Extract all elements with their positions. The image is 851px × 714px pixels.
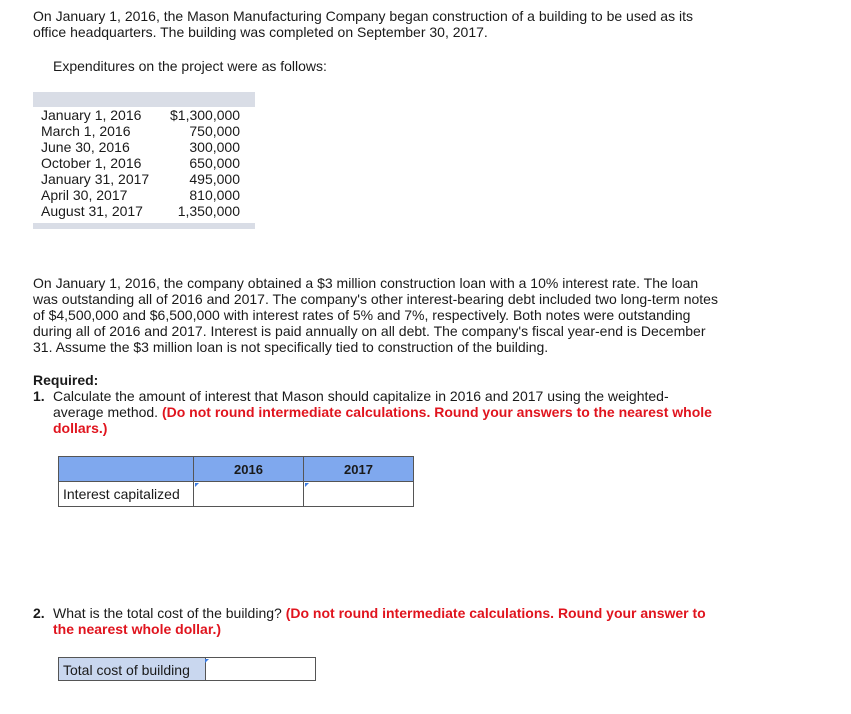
expenditure-amount: 300,000 [189,139,240,155]
expenditure-amount: 1,350,000 [177,203,240,219]
table-row [33,107,255,123]
total-cost-input[interactable] [206,658,315,680]
table-row [33,123,255,139]
loan-paragraph: On January 1, 2016, the company obtained a $3 million construction loan with a 10% interest rate. The loan was outstanding all of 2016 and 2017. The company's other interest-bearing debt included two long-term notes of $4,500,000 and $6,500,000 with interest rates of 5% and 7%, respectively. Both notes were outstanding during all of 2016 and 2017. Interest is paid annually on all debt. The company's fiscal year-end is December 31. Assume the $3 million loan is not specifically tied to construction of the building. [33,275,718,355]
expenditure-amount: 810,000 [189,187,240,203]
question-1-number: 1. [33,388,45,404]
table-top-band [33,92,255,107]
answer-cell-2016 [194,482,304,507]
answer-marker-icon [305,483,309,487]
expenditure-amount: 750,000 [189,123,240,139]
question-2-prompt: What is the total cost of the building? [53,605,282,621]
answer-marker-icon [195,483,199,487]
expenditure-date: October 1, 2016 [41,155,142,171]
interest-2017-input[interactable] [304,483,413,505]
expenditure-date: April 30, 2017 [41,187,128,203]
question-2-number: 2. [33,605,45,621]
interest-capitalized-table [58,456,414,507]
expenditure-date: June 30, 2016 [41,139,130,155]
question-1-text [53,388,713,436]
intro-paragraph: On January 1, 2016, the Mason Manufacturing Company began construction of a building to be used as its office headquarters. The building was completed on September 30, 2017. [33,8,693,40]
total-cost-cell [206,657,316,681]
question-1-prompt: Calculate the amount of interest that Mason should capitalize in 2016 and 2017 using the weighted-average method. [53,388,669,420]
table-header-blank [59,457,194,482]
header-2017: 2017 [304,457,414,482]
total-cost-label: Total cost of building [58,657,206,681]
question-1-note: (Do not round intermediate calculations. Round your answers to the nearest whole dollars.) [53,404,712,436]
expenditure-amount: 495,000 [189,171,240,187]
expenditure-amount: $1,300,000 [170,107,241,123]
question-2-note: (Do not round intermediate calculations. Round your answer to the nearest whole dollar.) [53,605,706,637]
header-2016: 2016 [194,457,304,482]
answer-marker-icon [205,659,209,663]
total-cost-row [58,657,316,681]
answer-cell-2017 [304,482,414,507]
interest-2016-input[interactable] [194,483,303,505]
question-2-text [53,605,713,637]
expenditure-date: March 1, 2016 [41,123,131,139]
expenditure-date: January 1, 2016 [41,107,142,123]
expenditure-amount: 650,000 [189,155,240,171]
expenditure-date: January 31, 2017 [41,171,150,187]
expenditures-heading: Expenditures on the project were as follows: [53,58,327,74]
required-label: Required: [33,372,99,388]
expenditure-date: August 31, 2017 [41,203,143,219]
expenditures-table [33,92,255,229]
interest-capitalized-label: Interest capitalized [59,482,194,507]
table-row [33,171,255,187]
table-bottom-band [33,223,255,229]
table-row [33,139,255,155]
table-row [33,155,255,171]
table-row [33,187,255,203]
table-row [33,203,255,219]
